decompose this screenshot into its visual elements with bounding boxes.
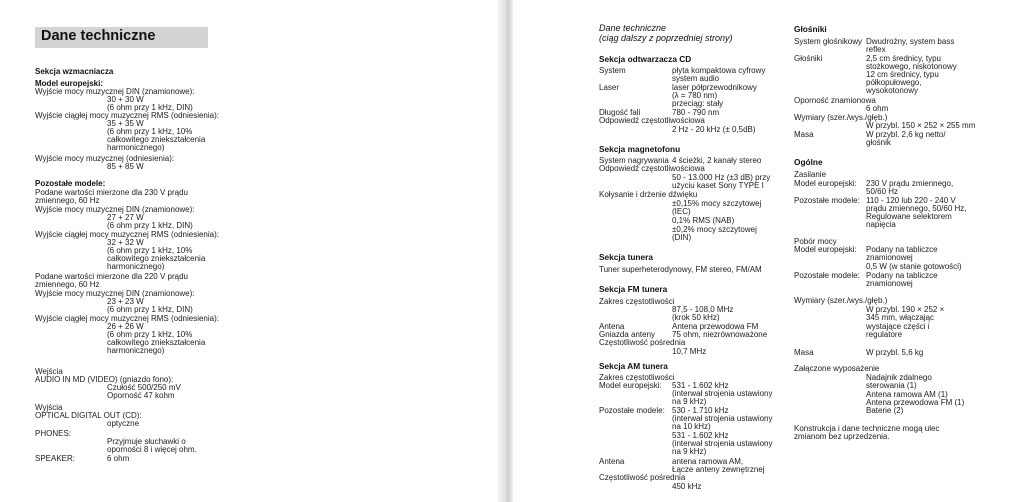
spec-value: 2,5 cm średnicy, typu [866, 54, 941, 63]
spec-value: przeciąg: stały [672, 99, 724, 108]
spec-value: (6 ohm przy 1 kHz, 10% [107, 127, 193, 136]
spec-line: Tuner superheterodynowy, FM stereo, FM/AM [599, 265, 762, 274]
spec-label: Wymiary (szer./wys./głęb.) [794, 296, 888, 305]
spec-label: Gniazda anteny [599, 330, 656, 339]
inputs-label: Wejścia [35, 367, 63, 376]
spec-value: 6 ohm [107, 454, 130, 463]
spec-line: Wyjście ciągłej mocy muzycznej RMS (odniesienia): [35, 314, 219, 323]
section-amplifier-heading: Sekcja wzmacniacza [35, 67, 114, 76]
tuner-section-heading: Sekcja tunera [599, 252, 653, 262]
spec-value: 2 Hz - 20 kHz (± 0,5dB) [672, 125, 756, 134]
spec-label: Długość fali [599, 108, 641, 117]
page-gutter [498, 0, 513, 502]
spec-label: Odpowiedź częstotliwościowa [599, 164, 705, 173]
spec-label: Model europejski: [794, 245, 857, 254]
speakers-section-heading: Głośniki [794, 24, 827, 34]
spec-value: głośnik [866, 138, 891, 147]
spec-value: Antena przewodowa FM [672, 322, 759, 331]
spec-value: całkowitego zniekształcenia [107, 254, 206, 263]
am-section-heading: Sekcja AM tunera [599, 361, 668, 371]
spec-value: ±0,15% mocy szczytowej [672, 199, 762, 208]
spec-value: Podany na tabliczce [866, 271, 938, 280]
spec-value: 87,5 - 108,0 MHz [672, 305, 734, 314]
spec-value: W przybl. 190 × 252 × [866, 305, 945, 314]
spec-label: Zasilanie [794, 170, 827, 179]
spec-value: Podany na tabliczce [866, 245, 938, 254]
spec-label: Głośniki [794, 54, 823, 63]
spec-line: Wyjście mocy muzycznej DIN (znamionowe): [35, 205, 195, 214]
disclaimer-line: Konstrukcja i dane techniczne mogą ulec [794, 424, 940, 433]
spec-value: (DIN) [672, 233, 692, 242]
spec-value: optyczne [107, 419, 140, 428]
spec-label: Wymiary (szer./wys./głęb.) [794, 113, 888, 122]
spec-line: zmiennego, 60 Hz [35, 280, 100, 289]
spec-value: Nadajnik zdalnego [866, 373, 932, 382]
spec-value: 530 - 1.710 kHz [672, 406, 729, 415]
spec-value: 85 + 85 W [107, 162, 144, 171]
spec-label: Zakres częstotliwości [599, 297, 675, 306]
spec-value: harmonicznego) [107, 143, 165, 152]
continued-subtitle: (ciąg dalszy z poprzedniej strony) [599, 33, 733, 43]
model-eu-heading: Model europejski: [35, 79, 104, 88]
spec-value: oporności 8 i więcej ohm. [107, 445, 197, 454]
spec-label: Pozostałe modele: [794, 271, 860, 280]
spec-value: 780 - 790 nm [672, 108, 720, 117]
spec-label: Model europejski: [599, 381, 662, 390]
spec-value: W przybl. 150 × 252 × 255 mm [866, 121, 976, 130]
spec-label: System [599, 66, 626, 75]
spec-value: 0,5 W (w stanie gotowości) [866, 262, 962, 271]
spec-value: regulatore [866, 330, 903, 339]
spec-line: Podane wartości mierzone dla 230 V prądu [35, 188, 188, 197]
spec-line: Wyjście mocy muzycznej (odniesienia): [35, 154, 175, 163]
spec-line: Podane wartości mierzone dla 220 V prądu [35, 272, 188, 281]
spec-value: Łącze anteny zewnętrznej [672, 465, 765, 474]
spec-value: 32 + 32 W [107, 238, 144, 247]
spec-value: sterowania (1) [866, 381, 917, 390]
spec-value: użyciu kaset Sony TYPE I [672, 181, 764, 190]
spec-label: Odpowiedź częstotliwościowa [599, 116, 705, 125]
spec-value: Antena ramowa AM (1) [866, 390, 948, 399]
spec-label: System głośnikowy [794, 37, 863, 46]
spec-line: Wyjście ciągłej mocy muzycznej RMS (odniesienia): [35, 111, 219, 120]
spec-label: Pobór mocy [794, 237, 837, 246]
left-page [0, 0, 498, 502]
spec-value: Oporność 47 kohm [107, 391, 175, 400]
spec-label: Zakres częstotliwości [599, 373, 675, 382]
spec-value: 4 ścieżki, 2 kanały stereo [672, 156, 762, 165]
spec-value: znamionowej [866, 279, 913, 288]
spec-value: stożkowego, niskotonowy [866, 62, 957, 71]
spec-value: 27 + 27 W [107, 213, 144, 222]
outputs-label: Wyjścia [35, 403, 63, 412]
spec-value: (krok 50 kHz) [672, 313, 720, 322]
spec-value: całkowitego zniekształcenia [107, 338, 206, 347]
spec-value: 531 - 1.602 kHz [672, 431, 729, 440]
spec-value: całkowitego zniekształcenia [107, 135, 206, 144]
spec-label: Częstotliwość pośrednia [599, 473, 686, 482]
speaker-label: SPEAKER: [35, 454, 76, 463]
disclaimer-line: zmianom bez uprzedzenia. [794, 432, 890, 441]
spec-value: laser półprzewodnikowy [672, 83, 757, 92]
spec-value: wysokotonowy [866, 86, 919, 95]
spec-value: napięcia [866, 220, 896, 229]
spec-value: antena ramowa AM, [672, 457, 744, 466]
spec-value: na 9 kHz) [672, 397, 707, 406]
spec-value: 450 kHz [672, 482, 702, 491]
spec-value: 6 ohm [866, 104, 889, 113]
spec-value: na 9 kHz) [672, 447, 707, 456]
spec-label: Masa [794, 130, 814, 139]
spec-value: Czułość 500/250 mV [107, 383, 181, 392]
spec-label: Załączone wyposażenie [794, 364, 880, 373]
spec-value: Regulowane selektorem [866, 212, 952, 221]
spec-value: 75 ohm, niezrównoważone [672, 330, 768, 339]
spec-label: Częstotliwość pośrednia [599, 338, 686, 347]
spec-label: Laser [599, 83, 620, 92]
spec-value: (interwał strojenia ustawiony [672, 389, 773, 398]
spec-value: (6 ohm przy 1 kHz, DIN) [107, 103, 193, 112]
general-section-heading: Ogólne [794, 157, 823, 167]
spec-value: (6 ohm przy 1 kHz, 10% [107, 246, 193, 255]
spec-value: reflex [866, 45, 886, 54]
spec-value: 110 - 120 lub 220 - 240 V [866, 196, 956, 205]
spec-value: (λ = 780 nm) [672, 91, 718, 100]
spec-value: 12 cm średnicy, typu [866, 70, 939, 79]
spec-value: płyta kompaktowa cyfrowy [672, 66, 766, 75]
spec-value: (interwał strojenia ustawiony [672, 414, 773, 423]
spec-value: (IEC) [672, 207, 691, 216]
fm-section-heading: Sekcja FM tunera [599, 284, 668, 294]
spec-value: Dwudrożny, system bass [866, 37, 955, 46]
spec-label: Kołysanie i drżenie dźwięku [599, 190, 698, 199]
spec-value: 26 + 26 W [107, 322, 144, 331]
spec-value: 23 + 23 W [107, 297, 144, 306]
spec-value: Baterie (2) [866, 406, 904, 415]
spec-label: Oporność znamionowa [794, 96, 876, 105]
spec-value: W przybl. 2,6 kg netto/ [866, 130, 946, 139]
cd-section-heading: Sekcja odtwarzacza CD [599, 54, 692, 64]
spec-label: Antena [599, 322, 625, 331]
spec-label: Pozostałe modele: [794, 196, 860, 205]
spec-value: na 10 kHz) [672, 422, 711, 431]
spec-line: OPTICAL DIGITAL OUT (CD): [35, 411, 142, 420]
spec-label: Model europejski: [794, 179, 857, 188]
tape-section-heading: Sekcja magnetofonu [599, 144, 681, 154]
spec-value: ±0,2% mocy szczytowej [672, 225, 757, 234]
spec-label: System nagrywania [599, 156, 669, 165]
spec-value: 50 - 13.000 Hz (±3 dB) przy [672, 173, 771, 182]
spec-value: (interwał strojenia ustawiony [672, 439, 773, 448]
spec-label: Pozostałe modele: [599, 406, 665, 415]
spec-value: Przyjmuje słuchawki o [107, 437, 186, 446]
spec-value: 0,1% RMS (NAB) [672, 216, 735, 225]
spec-value: 35 + 35 W [107, 119, 144, 128]
spec-value: 30 + 30 W [107, 95, 144, 104]
spec-line: AUDIO IN MD (VIDEO) (gniazdo fono): [35, 375, 174, 384]
title-box [35, 27, 208, 48]
spec-value: półkopułowego, [866, 78, 922, 87]
spec-value: W przybl. 5,6 kg [866, 348, 924, 357]
page-title: Dane techniczne [41, 28, 156, 44]
spec-value: znamionowej [866, 253, 913, 262]
spec-value: wystające części i [866, 322, 930, 331]
spec-value: Antena przewodowa FM (1) [866, 398, 965, 407]
spec-label: Antena [599, 457, 625, 466]
other-models-heading: Pozostałe modele: [35, 179, 106, 188]
spec-line: Wyjście ciągłej mocy muzycznej RMS (odniesienia): [35, 230, 219, 239]
phones-label: PHONES: [35, 429, 72, 438]
spec-value: harmonicznego) [107, 262, 165, 271]
spec-value: prądu zmiennego, 50/60 Hz, [866, 204, 967, 213]
spec-value: 230 V prądu zmiennego, [866, 179, 954, 188]
spec-value: 531 - 1.602 kHz [672, 381, 729, 390]
spec-line: Wyjście mocy muzycznej DIN (znamionowe): [35, 289, 195, 298]
spec-value: (6 ohm przy 1 kHz, DIN) [107, 221, 193, 230]
spec-value: 345 mm, włączając [866, 313, 935, 322]
spec-value: 50/60 Hz [866, 187, 899, 196]
spec-value: 10,7 MHz [672, 347, 707, 356]
right-page [513, 0, 1024, 502]
spec-line: Wyjście mocy muzycznej DIN (znamionowe): [35, 87, 195, 96]
continued-title: Dane techniczne [599, 23, 667, 33]
spec-value: (6 ohm przy 1 kHz, 10% [107, 330, 193, 339]
spec-label: Masa [794, 348, 814, 357]
spec-value: (6 ohm przy 1 kHz, DIN) [107, 305, 193, 314]
spec-value: harmonicznego) [107, 346, 165, 355]
spec-value: system audio [672, 74, 720, 83]
spec-line: zmiennego, 60 Hz [35, 196, 100, 205]
